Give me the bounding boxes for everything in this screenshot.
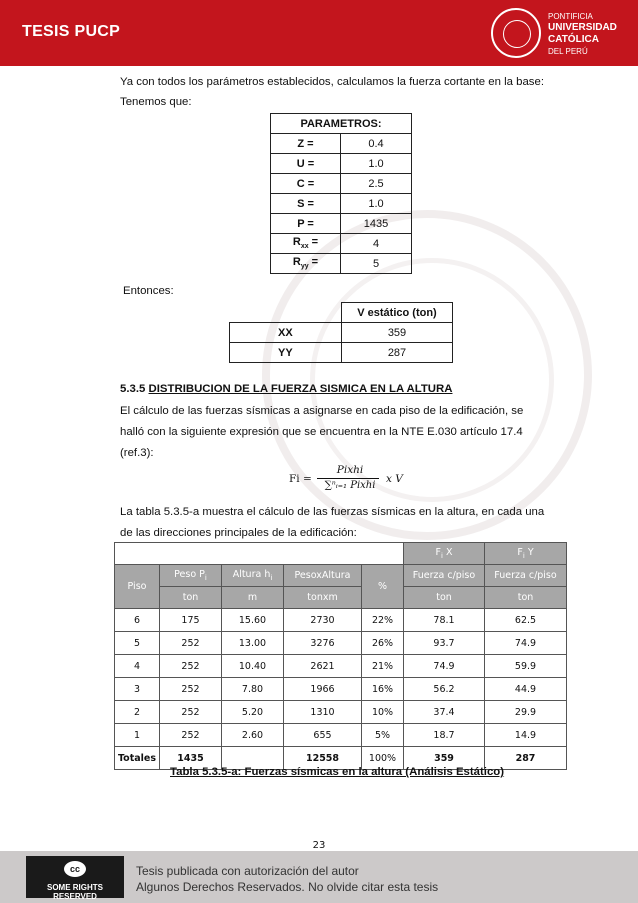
fi-formula <box>289 452 419 498</box>
peso-label: Peso P <box>174 569 205 581</box>
param-value: 2.5 <box>341 174 412 194</box>
cell-altura: 5.20 <box>222 701 284 724</box>
fix-suffix: X <box>442 547 453 559</box>
table-caption: Tabla 5.3.5-a: Fuerzas sísmicas en la altura (Análisis Estático) <box>170 766 505 778</box>
creative-commons-icon: cc <box>62 859 88 879</box>
rxx-letter: R <box>292 236 301 249</box>
table-row <box>115 655 567 678</box>
cell-peso: 252 <box>160 701 222 724</box>
cell-peso: 252 <box>160 655 222 678</box>
total-fx: 359 <box>404 747 485 770</box>
cell-piso: 1 <box>115 724 160 747</box>
entonces-text: Entonces: <box>123 285 174 297</box>
cell-piso: 6 <box>115 609 160 632</box>
formula-lhs: Fi = <box>289 473 312 485</box>
para1-line2: halló con la siguiente expresión que se encuentra en la NTE E.030 artículo 17.4 <box>120 426 523 438</box>
cell-piso: 4 <box>115 655 160 678</box>
total-pct: 100% <box>362 747 404 770</box>
cell-peso: 252 <box>160 678 222 701</box>
blank-header-cell <box>115 543 404 565</box>
param-key: S = <box>271 194 341 214</box>
uni-line-3: CATÓLICA <box>548 34 599 45</box>
cell-pxh: 1966 <box>284 678 362 701</box>
university-seal-icon <box>491 8 541 58</box>
university-name <box>548 11 617 57</box>
formula-denominator: ∑ⁿᵢ₌₁ Pixhi <box>324 480 376 491</box>
parametros-table <box>270 113 412 274</box>
ryy-letter: R <box>292 256 301 269</box>
section-heading <box>120 383 452 395</box>
para1-line1: El cálculo de las fuerzas sísmicas a asignarse en cada piso de la edificación, se <box>120 405 524 417</box>
cell-fy: 59.9 <box>485 655 567 678</box>
fix-f: F <box>435 547 441 559</box>
totals-label: Totales <box>115 747 160 770</box>
ryy-sub: yy <box>300 263 309 271</box>
fiy-sub: i <box>522 551 525 560</box>
section-title: DISTRIBUCION DE LA FUERZA SISMICA EN LA ALTURA <box>148 383 453 395</box>
ryy-eq: = <box>308 256 319 269</box>
cell-peso: 252 <box>160 724 222 747</box>
param-row <box>271 174 412 194</box>
para1-line3: (ref.3): <box>120 447 154 459</box>
cell-pxh: 2621 <box>284 655 362 678</box>
cell-altura: 13.00 <box>222 632 284 655</box>
cell-altura: 7.80 <box>222 678 284 701</box>
brand-title: TESIS PUCP <box>22 23 121 40</box>
cell-altura: 15.60 <box>222 609 284 632</box>
formula-numerator: Pixhi <box>336 464 364 476</box>
unit-pxh: tonxm <box>284 587 362 609</box>
param-value: 0.4 <box>341 134 412 154</box>
param-key: U = <box>271 154 341 174</box>
parametros-title: PARAMETROS: <box>271 114 412 134</box>
peso-header <box>160 565 222 587</box>
tenemos-text: Tenemos que: <box>120 96 192 108</box>
cell-fy: 62.5 <box>485 609 567 632</box>
pct-header: % <box>362 565 404 609</box>
fuerzas-table <box>114 542 567 770</box>
cell-pxh: 3276 <box>284 632 362 655</box>
table-row <box>115 609 567 632</box>
param-key: Z = <box>271 134 341 154</box>
v-blank-cell <box>230 303 342 323</box>
cell-pct: 22% <box>362 609 404 632</box>
altura-sub: i <box>270 573 273 582</box>
para2-line2: de las direcciones principales de la edificación: <box>120 527 357 539</box>
unit-fx: ton <box>404 587 485 609</box>
param-key-ryy <box>271 254 341 274</box>
cell-pxh: 1310 <box>284 701 362 724</box>
footer-line-2: Algunos Derechos Reservados. No olvide citar esta tesis <box>136 880 439 894</box>
piso-header: Piso <box>115 565 160 609</box>
cell-fx: 37.4 <box>404 701 485 724</box>
uni-line-4: DEL PERÚ <box>548 47 588 56</box>
param-value: 1435 <box>341 214 412 234</box>
cell-pct: 5% <box>362 724 404 747</box>
v-row <box>230 323 453 343</box>
v-label: XX <box>230 323 342 343</box>
footer-line-1: Tesis publicada con autorización del autor <box>136 864 359 878</box>
fiy-header <box>485 543 567 565</box>
fix-header <box>404 543 485 565</box>
intro-text: Ya con todos los parámetros establecidos, calculamos la fuerza cortante en la base: <box>120 76 545 88</box>
table-row <box>115 632 567 655</box>
table-row <box>115 701 567 724</box>
v-value: 287 <box>342 343 453 363</box>
section-number: 5.3.5 <box>120 383 146 395</box>
cell-peso: 252 <box>160 632 222 655</box>
cell-piso: 5 <box>115 632 160 655</box>
rxx-sub: xx <box>300 243 309 251</box>
cell-pct: 26% <box>362 632 404 655</box>
param-row <box>271 154 412 174</box>
cell-piso: 3 <box>115 678 160 701</box>
v-estatico-header <box>342 303 453 323</box>
cell-pct: 10% <box>362 701 404 724</box>
v-value: 359 <box>342 323 453 343</box>
param-key: P = <box>271 214 341 234</box>
rxx-eq: = <box>308 236 319 249</box>
cell-fy: 44.9 <box>485 678 567 701</box>
fuerza-y-header: Fuerza c/piso <box>485 565 567 587</box>
fix-sub: i <box>440 551 443 560</box>
cell-peso: 175 <box>160 609 222 632</box>
v-row <box>230 343 453 363</box>
param-row <box>271 234 412 254</box>
param-key-rxx <box>271 234 341 254</box>
v-label: YY <box>230 343 342 363</box>
cell-fy: 74.9 <box>485 632 567 655</box>
cell-fx: 56.2 <box>404 678 485 701</box>
total-fy: 287 <box>485 747 567 770</box>
cell-fy: 29.9 <box>485 701 567 724</box>
v-estatico-table <box>229 302 453 363</box>
cell-pct: 16% <box>362 678 404 701</box>
param-row <box>271 194 412 214</box>
unit-peso: ton <box>160 587 222 609</box>
v-header-text: V estático (ton) <box>357 306 437 319</box>
pesoxaltura-header: PesoxAltura <box>284 565 362 587</box>
page-number: 23 <box>312 840 326 851</box>
param-value: 1.0 <box>341 194 412 214</box>
unit-fy: ton <box>485 587 567 609</box>
cell-altura: 10.40 <box>222 655 284 678</box>
header-bar <box>0 0 638 66</box>
peso-sub: i <box>204 573 207 582</box>
altura-header <box>222 565 284 587</box>
cell-fy: 14.9 <box>485 724 567 747</box>
cell-pxh: 655 <box>284 724 362 747</box>
param-value: 5 <box>341 254 412 274</box>
cell-fx: 18.7 <box>404 724 485 747</box>
total-pxh: 12558 <box>284 747 362 770</box>
param-row <box>271 134 412 154</box>
cell-altura: 2.60 <box>222 724 284 747</box>
cell-fx: 74.9 <box>404 655 485 678</box>
param-key: C = <box>271 174 341 194</box>
fiy-suffix: Y <box>524 547 534 559</box>
cell-pct: 21% <box>362 655 404 678</box>
cell-piso: 2 <box>115 701 160 724</box>
param-value: 1.0 <box>341 154 412 174</box>
cc-license-text: SOME RIGHTS RESERVED <box>46 883 103 901</box>
cell-fx: 93.7 <box>404 632 485 655</box>
table-row <box>115 724 567 747</box>
uni-line-1: PONTIFICIA <box>548 12 593 21</box>
fraction-bar <box>317 478 379 479</box>
param-row <box>271 254 412 274</box>
param-row <box>271 214 412 234</box>
param-value: 4 <box>341 234 412 254</box>
unit-altura: m <box>222 587 284 609</box>
para2-line1: La tabla 5.3.5-a muestra el cálculo de las fuerzas sísmicas en la altura, en cada una <box>120 506 545 518</box>
fiy-f: F <box>517 547 523 559</box>
fuerza-x-header: Fuerza c/piso <box>404 565 485 587</box>
uni-line-2: UNIVERSIDAD <box>548 22 617 33</box>
cell-pxh: 2730 <box>284 609 362 632</box>
cell-fx: 78.1 <box>404 609 485 632</box>
formula-rhs: x V <box>386 473 403 485</box>
total-peso: 1435 <box>160 747 222 770</box>
altura-label: Altura h <box>232 569 271 581</box>
table-row <box>115 678 567 701</box>
